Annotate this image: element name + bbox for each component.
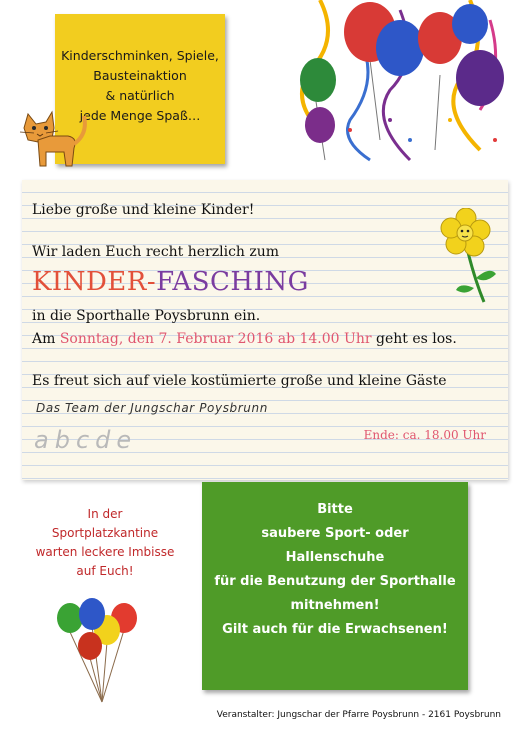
note-line: & natürlich xyxy=(105,88,175,103)
invitation-paper xyxy=(22,180,508,480)
green-line: saubere Sport- oder xyxy=(261,526,409,541)
event-title xyxy=(32,267,309,297)
team-signature: Das Team der Jungschar Poysbrunn xyxy=(36,401,268,415)
invite-line: Wir laden Euch recht herzlich zum xyxy=(32,244,280,260)
date-prefix: Am xyxy=(32,331,60,347)
flower-icon xyxy=(434,208,500,304)
green-line: Gilt auch für die Erwachsenen! xyxy=(222,622,448,637)
title-kinder: KINDER- xyxy=(32,267,157,297)
canteen-line: warten leckere Imbisse xyxy=(35,545,175,559)
canteen-line: In der xyxy=(87,507,123,521)
title-fasching: FASCHING xyxy=(156,267,309,297)
place-line: in die Sporthalle Poysbrunn ein. xyxy=(32,308,261,324)
handwriting-sample: abcde xyxy=(34,426,138,454)
date-line xyxy=(32,331,457,347)
balloon-bunch-illustration xyxy=(52,596,144,706)
canteen-note xyxy=(20,505,190,581)
note-line: Kinderschminken, Spiele, xyxy=(61,48,219,63)
event-date: Sonntag, den 7. Februar 2016 ab 14.00 Uhr xyxy=(59,331,372,347)
canteen-line: auf Euch! xyxy=(76,564,134,578)
end-time: Ende: ca. 18.00 Uhr xyxy=(363,428,486,442)
green-line: Bitte xyxy=(317,502,353,517)
greeting: Liebe große und kleine Kinder! xyxy=(32,202,255,218)
organizer-footer: Veranstalter: Jungschar der Pfarre Poysbrunn - 2161 Poysbrunn xyxy=(216,710,501,720)
canteen-line: Sportplatzkantine xyxy=(51,526,159,540)
note-line: Bausteinaktion xyxy=(93,68,187,83)
cat-illustration xyxy=(10,100,92,172)
note-line: jede Menge Spaß… xyxy=(79,108,201,123)
green-shoes-note xyxy=(202,482,468,690)
balloons-streamers-illustration xyxy=(290,0,512,170)
green-line: für die Benutzung der Sporthalle xyxy=(214,574,456,589)
green-line: mitnehmen! xyxy=(290,598,380,613)
date-suffix: geht es los. xyxy=(371,331,457,347)
joy-line: Es freut sich auf viele kostümierte große und kleine Gäste xyxy=(32,373,447,389)
green-line: Hallenschuhe xyxy=(285,550,385,565)
